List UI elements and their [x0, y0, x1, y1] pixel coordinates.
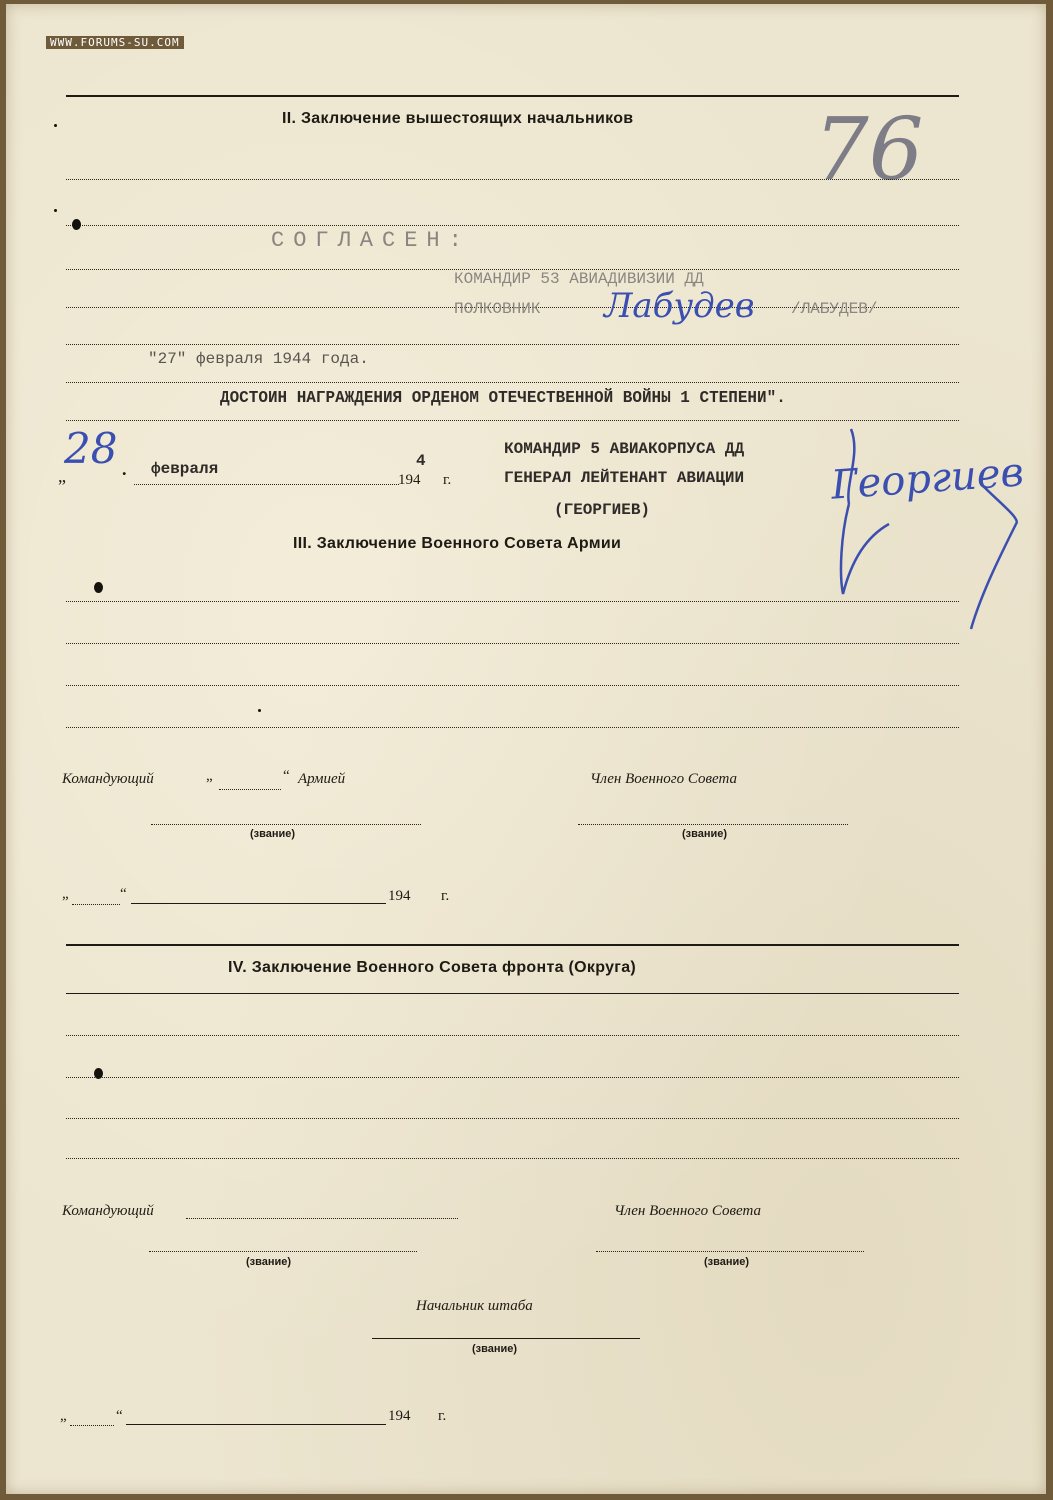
division-name: /ЛАБУДЕВ/: [791, 300, 878, 318]
section4-line-1: [66, 993, 959, 994]
agreed-label: СОГЛАСЕН:: [271, 228, 471, 253]
watermark: WWW.FORUMS-SU.COM: [46, 36, 184, 49]
army-date-suffix: г.: [441, 888, 450, 904]
binder-hole: [72, 219, 81, 230]
archive-number: 76: [814, 100, 924, 200]
binder-hole: [94, 582, 103, 593]
army-date-month-field: [131, 903, 386, 904]
front-date-quote-close: “: [116, 1408, 123, 1424]
chief-of-staff-label: Начальник штаба: [416, 1298, 533, 1314]
army-commander-rank-caption: (звание): [250, 828, 296, 840]
date2-close-quote: .: [122, 459, 127, 479]
date2-month: февраля: [151, 460, 219, 478]
corps-name: (ГЕОРГИЕВ): [554, 501, 651, 519]
document-page: [6, 4, 1046, 1494]
date2-open-quote: „: [58, 466, 66, 486]
section2-line-5: [66, 344, 959, 345]
date2-year-digit: 4: [416, 452, 426, 470]
speck: [54, 209, 57, 212]
army-quote-open: „: [206, 768, 213, 784]
army-label: Армией: [298, 771, 346, 787]
section4-title: IV. Заключение Военного Совета фронта (Округа): [228, 959, 637, 976]
army-date-quote-open: „: [62, 886, 69, 902]
front-date-quote-open: „: [60, 1408, 67, 1424]
section3-line-3: [66, 685, 959, 686]
section4-line-2: [66, 1035, 959, 1036]
section3-line-2: [66, 643, 959, 644]
front-commander-label: Командующий: [62, 1203, 154, 1219]
front-commander-field: [186, 1218, 458, 1219]
section2-line-7: [66, 420, 959, 421]
division-rank: ПОЛКОВНИК: [454, 300, 541, 318]
section4-line-5: [66, 1158, 959, 1159]
corps-commander: КОМАНДИР 5 АВИАКОРПУСА ДД: [504, 440, 745, 458]
army-commander-label: Командующий: [62, 771, 154, 787]
chief-of-staff-rank-caption: (звание): [472, 1343, 518, 1355]
section2-title: II. Заключение вышестоящих начальников: [282, 110, 634, 127]
army-commander-rank-field: [151, 824, 421, 825]
army-council-member-label: Член Военного Совета: [590, 771, 737, 787]
award-verdict: ДОСТОИН НАГРАЖДЕНИЯ ОРДЕНОМ ОТЕЧЕСТВЕННОЙ ВОЙНЫ 1 СТЕПЕНИ".: [220, 389, 786, 408]
front-commander-rank-field: [149, 1251, 417, 1252]
date2-day: 28: [64, 424, 118, 473]
speck: [54, 124, 57, 127]
signature-stroke: [831, 424, 1041, 634]
date2-year-prefix: 194: [398, 472, 421, 488]
section3-line-4: [66, 727, 959, 728]
front-commander-rank-caption: (звание): [246, 1256, 292, 1268]
front-date-month-field: [126, 1424, 386, 1425]
date2-month-line: [134, 484, 399, 485]
section4-top-rule: [66, 944, 959, 946]
signature-division-commander: Лабудев: [604, 286, 755, 326]
chief-of-staff-rank-field: [372, 1338, 640, 1339]
front-date-day-field: [70, 1425, 114, 1426]
division-commander: КОМАНДИР 53 АВИАДИВИЗИИ ДД: [454, 270, 704, 288]
date2-suffix: г.: [443, 472, 452, 488]
army-name-field: [219, 789, 281, 790]
army-council-rank-field: [578, 824, 848, 825]
army-date-day-field: [72, 904, 120, 905]
army-date-quote-close: “: [120, 886, 127, 902]
army-date-year: 194: [388, 888, 411, 904]
section2-top-rule: [66, 95, 959, 97]
section2-line-1: [66, 179, 959, 180]
front-date-suffix: г.: [438, 1408, 447, 1424]
army-council-rank-caption: (звание): [682, 828, 728, 840]
section4-line-4: [66, 1118, 959, 1119]
speck: [258, 709, 261, 712]
army-quote-close: “: [283, 768, 290, 784]
section2-line-2: [66, 225, 959, 226]
section3-line-1: [66, 601, 959, 602]
front-council-rank-caption: (звание): [704, 1256, 750, 1268]
section4-line-3: [66, 1077, 959, 1078]
front-council-rank-field: [596, 1251, 864, 1252]
front-council-member-label: Член Военного Совета: [614, 1203, 761, 1219]
agreement-date: "27" февраля 1944 года.: [148, 350, 369, 368]
front-date-year: 194: [388, 1408, 411, 1424]
signature-corps-commander: Георгиев: [829, 449, 1026, 509]
section3-title: III. Заключение Военного Совета Армии: [293, 535, 622, 552]
corps-rank: ГЕНЕРАЛ ЛЕЙТЕНАНТ АВИАЦИИ: [504, 469, 745, 487]
section2-line-6: [66, 382, 959, 383]
binder-hole: [94, 1068, 103, 1079]
